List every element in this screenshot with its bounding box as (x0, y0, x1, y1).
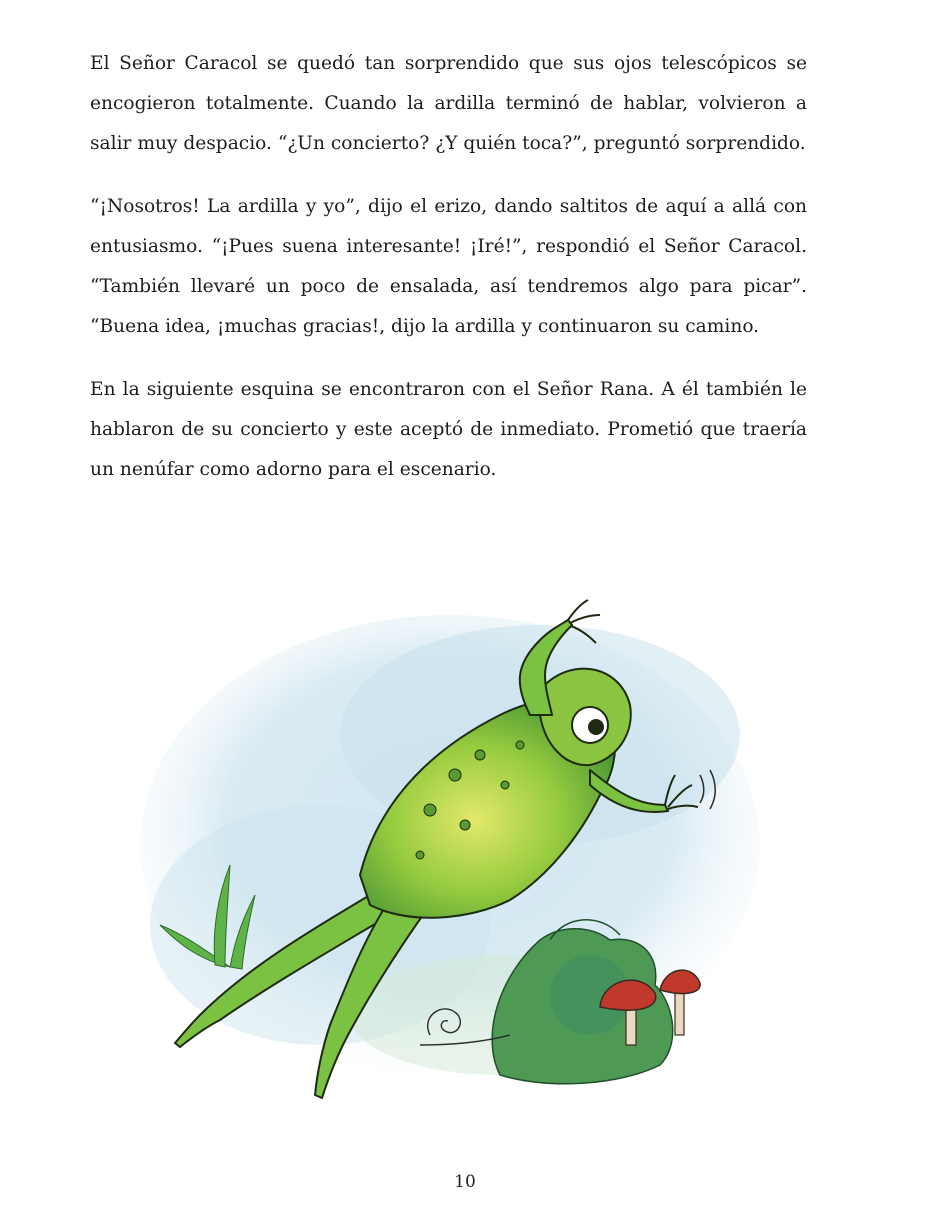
frog-illustration (120, 595, 760, 1135)
page-number: 10 (454, 1172, 476, 1192)
paragraph-3: En la siguiente esquina se encontraron con el Señor Rana. A él también le hablaron de su concierto y este aceptó de inmediato. Prometió que traería un nenúfar como adorno para el escenario. (90, 379, 807, 480)
paragraph-1: El Señor Caracol se quedó tan sorprendido que sus ojos telescópicos se encogieron totalmente. Cuando la ardilla terminó de hablar, volvieron a salir muy despacio. “¿Un concierto? ¿Y quién toca?”, preguntó sorprendido. (90, 53, 807, 154)
paragraph-2: “¡Nosotros! La ardilla y yo”, dijo el erizo, dando saltitos de aquí a allá con entusiasmo. “¡Pues suena interesante! ¡Iré!”, respondió el Señor Caracol. “También llevaré un poco de ensalada, así tendremos algo para picar”. “Buena idea, ¡muchas gracias!, dijo la ardilla y continuaron su camino. (90, 196, 807, 337)
